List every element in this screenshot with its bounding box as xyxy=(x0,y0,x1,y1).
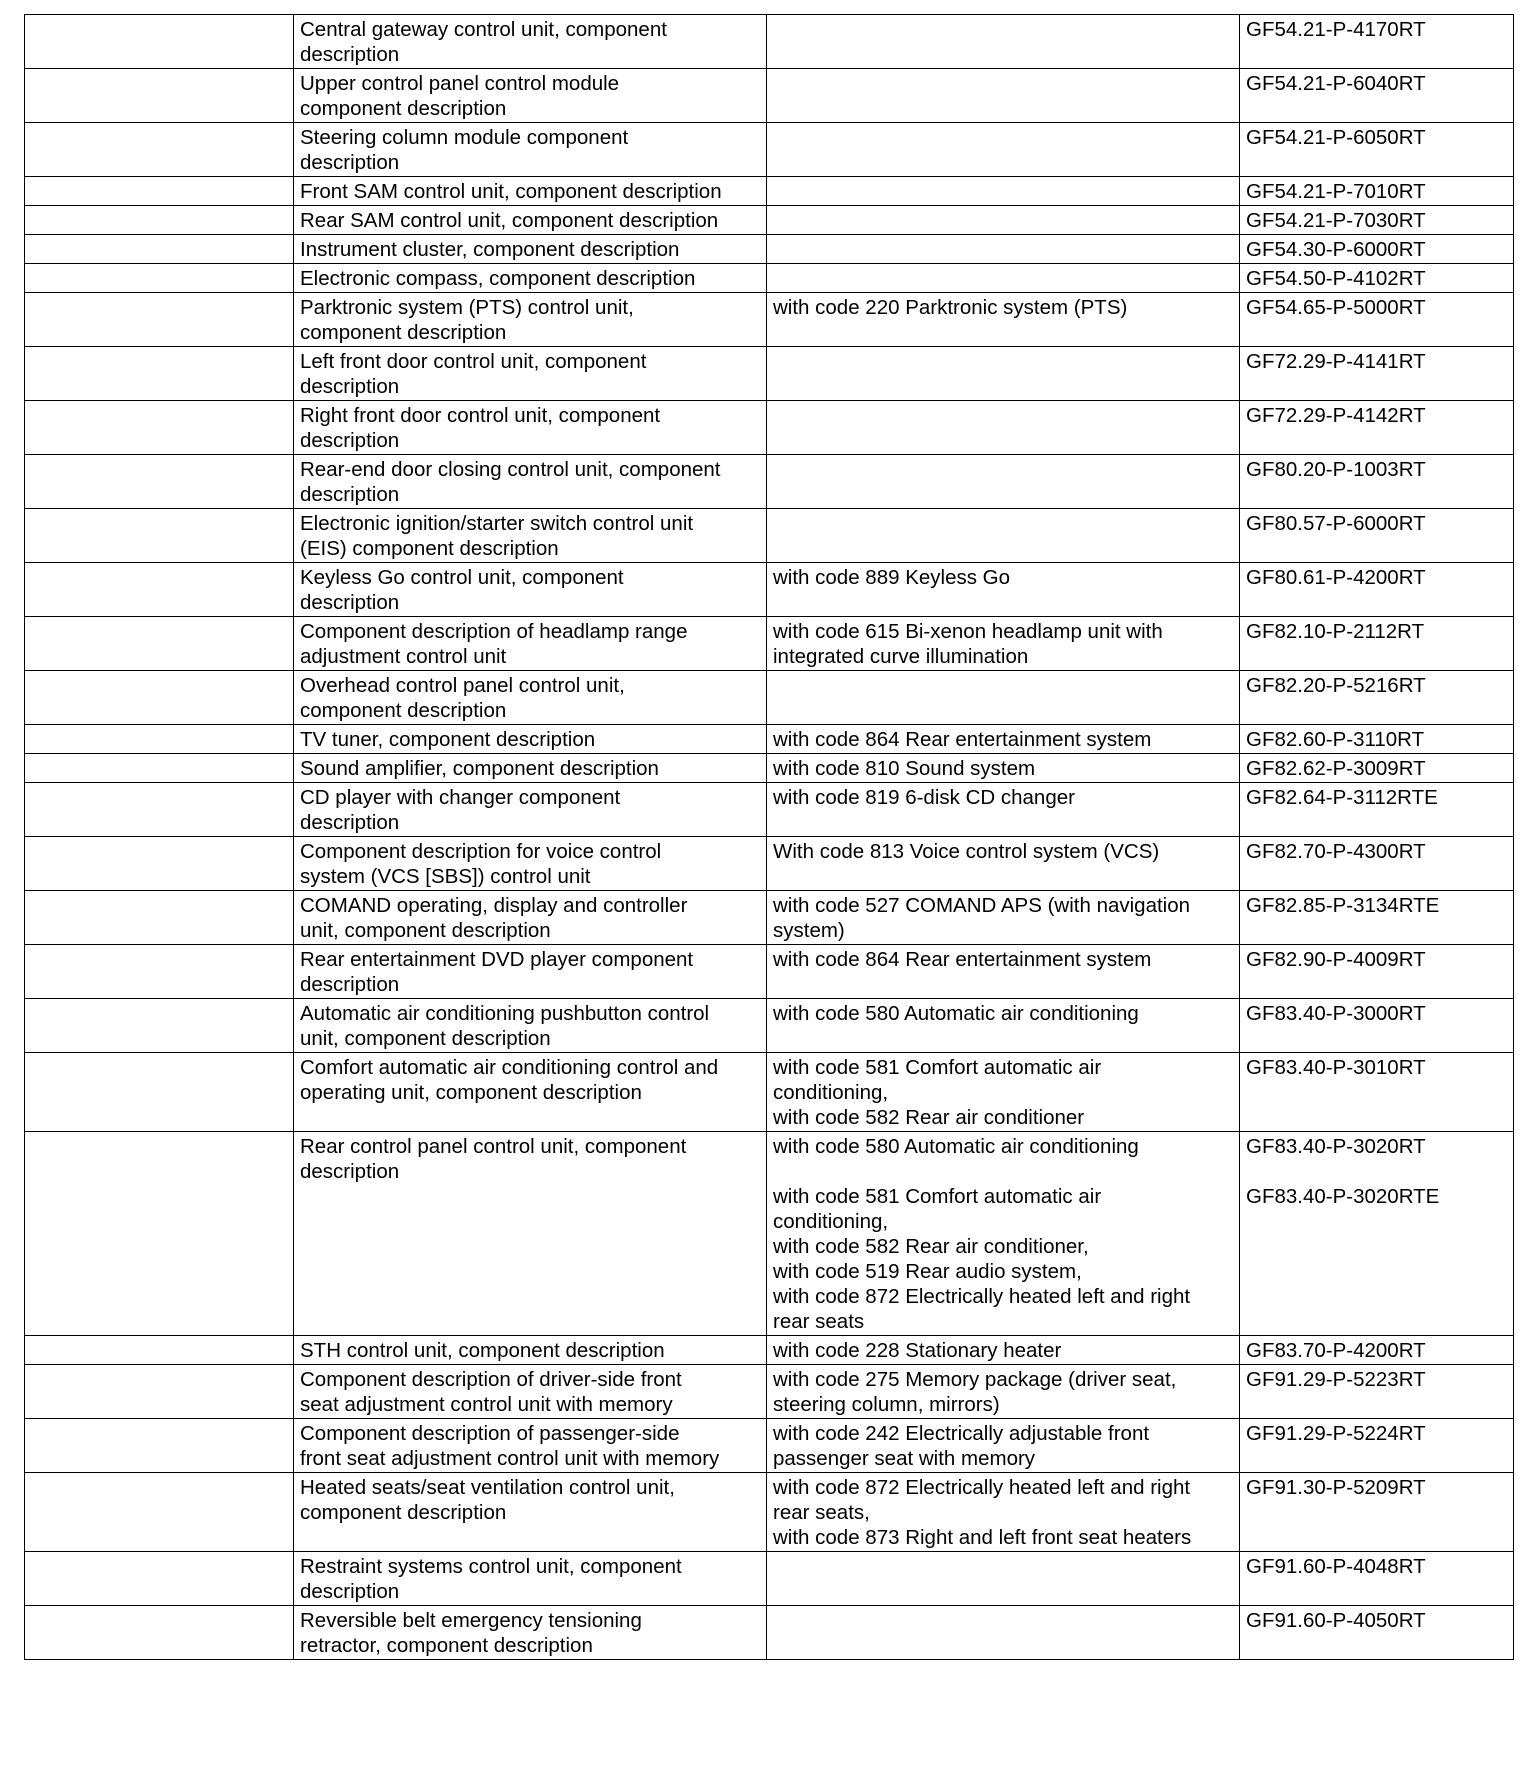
component-description-cell: Automatic air conditioning pushbutton control unit, component description xyxy=(294,999,767,1053)
condition-cell xyxy=(767,455,1240,509)
condition-cell: with code 889 Keyless Go xyxy=(767,563,1240,617)
table-row xyxy=(25,401,1514,455)
condition-cell: with code 580 Automatic air conditioning with code 581 Comfort automatic air conditioning, with code 582 Rear air conditioner, with code 519 Rear audio system, with code 872 Electrically heated left and right rear seats xyxy=(767,1132,1240,1336)
component-description-cell: Component description of headlamp range adjustment control unit xyxy=(294,617,767,671)
table-body xyxy=(25,15,1514,1660)
blank-cell xyxy=(25,783,294,837)
blank-cell xyxy=(25,1336,294,1365)
component-description-cell: Reversible belt emergency tensioning retractor, component description xyxy=(294,1606,767,1660)
blank-cell xyxy=(25,671,294,725)
table-row xyxy=(25,1606,1514,1660)
component-description-cell: Electronic compass, component description xyxy=(294,264,767,293)
condition-cell xyxy=(767,671,1240,725)
component-description-cell: Rear control panel control unit, component description xyxy=(294,1132,767,1336)
blank-cell xyxy=(25,509,294,563)
document-reference-cell: GF82.20-P-5216RT xyxy=(1240,671,1514,725)
document-reference-cell: GF83.40-P-3000RT xyxy=(1240,999,1514,1053)
condition-cell xyxy=(767,1606,1240,1660)
condition-cell: with code 581 Comfort automatic air conditioning, with code 582 Rear air conditioner xyxy=(767,1053,1240,1132)
document-reference-cell: GF83.40-P-3020RT GF83.40-P-3020RTE xyxy=(1240,1132,1514,1336)
table-row xyxy=(25,563,1514,617)
table-row xyxy=(25,1336,1514,1365)
blank-cell xyxy=(25,1132,294,1336)
condition-cell: with code 228 Stationary heater xyxy=(767,1336,1240,1365)
component-description-cell: Right front door control unit, component description xyxy=(294,401,767,455)
document-reference-cell: GF82.64-P-3112RTE xyxy=(1240,783,1514,837)
component-description-cell: Heated seats/seat ventilation control unit, component description xyxy=(294,1473,767,1552)
blank-cell xyxy=(25,945,294,999)
document-reference-cell: GF82.70-P-4300RT xyxy=(1240,837,1514,891)
blank-cell xyxy=(25,15,294,69)
table-row xyxy=(25,347,1514,401)
document-reference-cell: GF83.40-P-3010RT xyxy=(1240,1053,1514,1132)
table-row xyxy=(25,293,1514,347)
component-description-cell: Comfort automatic air conditioning control and operating unit, component description xyxy=(294,1053,767,1132)
condition-cell xyxy=(767,509,1240,563)
table-row xyxy=(25,945,1514,999)
document-reference-cell: GF54.21-P-4170RT xyxy=(1240,15,1514,69)
table-row xyxy=(25,1419,1514,1473)
blank-cell xyxy=(25,1053,294,1132)
component-description-cell: Component description of driver-side front seat adjustment control unit with memory xyxy=(294,1365,767,1419)
blank-cell xyxy=(25,1606,294,1660)
component-description-cell: COMAND operating, display and controller unit, component description xyxy=(294,891,767,945)
blank-cell xyxy=(25,1473,294,1552)
document-reference-cell: GF54.30-P-6000RT xyxy=(1240,235,1514,264)
condition-cell xyxy=(767,177,1240,206)
table-row xyxy=(25,837,1514,891)
component-description-cell: Upper control panel control module component description xyxy=(294,69,767,123)
table-row xyxy=(25,206,1514,235)
condition-cell xyxy=(767,123,1240,177)
component-description-cell: Instrument cluster, component description xyxy=(294,235,767,264)
condition-cell: With code 813 Voice control system (VCS) xyxy=(767,837,1240,891)
condition-cell xyxy=(767,264,1240,293)
condition-cell xyxy=(767,401,1240,455)
table-row xyxy=(25,671,1514,725)
table-row xyxy=(25,754,1514,783)
table-row xyxy=(25,1552,1514,1606)
component-description-cell: TV tuner, component description xyxy=(294,725,767,754)
blank-cell xyxy=(25,264,294,293)
document-reference-cell: GF54.21-P-6050RT xyxy=(1240,123,1514,177)
document-reference-cell: GF54.50-P-4102RT xyxy=(1240,264,1514,293)
table-row xyxy=(25,235,1514,264)
document-reference-cell: GF82.60-P-3110RT xyxy=(1240,725,1514,754)
document-reference-cell: GF54.21-P-7030RT xyxy=(1240,206,1514,235)
condition-cell: with code 810 Sound system xyxy=(767,754,1240,783)
document-reference-cell: GF82.90-P-4009RT xyxy=(1240,945,1514,999)
component-description-cell: Restraint systems control unit, component description xyxy=(294,1552,767,1606)
table-row xyxy=(25,725,1514,754)
component-description-cell: Sound amplifier, component description xyxy=(294,754,767,783)
component-description-cell: Front SAM control unit, component description xyxy=(294,177,767,206)
component-description-table xyxy=(24,14,1514,1660)
document-reference-cell: GF72.29-P-4142RT xyxy=(1240,401,1514,455)
blank-cell xyxy=(25,563,294,617)
blank-cell xyxy=(25,725,294,754)
component-description-cell: Rear SAM control unit, component description xyxy=(294,206,767,235)
component-description-cell: Rear-end door closing control unit, component description xyxy=(294,455,767,509)
component-description-cell: Overhead control panel control unit, component description xyxy=(294,671,767,725)
blank-cell xyxy=(25,999,294,1053)
blank-cell xyxy=(25,891,294,945)
component-description-cell: Component description of passenger-side front seat adjustment control unit with memory xyxy=(294,1419,767,1473)
document-reference-cell: GF91.30-P-5209RT xyxy=(1240,1473,1514,1552)
condition-cell xyxy=(767,235,1240,264)
table-row xyxy=(25,509,1514,563)
document-reference-cell: GF82.62-P-3009RT xyxy=(1240,754,1514,783)
blank-cell xyxy=(25,69,294,123)
condition-cell xyxy=(767,1552,1240,1606)
document-reference-cell: GF91.60-P-4050RT xyxy=(1240,1606,1514,1660)
blank-cell xyxy=(25,837,294,891)
table-row xyxy=(25,455,1514,509)
component-description-cell: Electronic ignition/starter switch control unit (EIS) component description xyxy=(294,509,767,563)
condition-cell: with code 580 Automatic air conditioning xyxy=(767,999,1240,1053)
blank-cell xyxy=(25,401,294,455)
component-description-cell: Keyless Go control unit, component description xyxy=(294,563,767,617)
table-row xyxy=(25,123,1514,177)
blank-cell xyxy=(25,1419,294,1473)
table-row xyxy=(25,15,1514,69)
document-reference-cell: GF83.70-P-4200RT xyxy=(1240,1336,1514,1365)
table-row xyxy=(25,1473,1514,1552)
table-row xyxy=(25,264,1514,293)
document-reference-cell: GF80.61-P-4200RT xyxy=(1240,563,1514,617)
component-description-cell: Rear entertainment DVD player component description xyxy=(294,945,767,999)
document-reference-cell: GF91.29-P-5223RT xyxy=(1240,1365,1514,1419)
condition-cell: with code 872 Electrically heated left and right rear seats, with code 873 Right and left front seat heaters xyxy=(767,1473,1240,1552)
document-reference-cell: GF54.21-P-6040RT xyxy=(1240,69,1514,123)
condition-cell xyxy=(767,69,1240,123)
blank-cell xyxy=(25,123,294,177)
condition-cell xyxy=(767,347,1240,401)
blank-cell xyxy=(25,235,294,264)
component-description-cell: Steering column module component description xyxy=(294,123,767,177)
blank-cell xyxy=(25,754,294,783)
condition-cell xyxy=(767,15,1240,69)
document-reference-cell: GF72.29-P-4141RT xyxy=(1240,347,1514,401)
table-row xyxy=(25,1053,1514,1132)
condition-cell: with code 220 Parktronic system (PTS) xyxy=(767,293,1240,347)
blank-cell xyxy=(25,293,294,347)
component-description-cell: CD player with changer component description xyxy=(294,783,767,837)
component-description-cell: Component description for voice control system (VCS [SBS]) control unit xyxy=(294,837,767,891)
document-reference-cell: GF91.60-P-4048RT xyxy=(1240,1552,1514,1606)
component-description-cell: Parktronic system (PTS) control unit, component description xyxy=(294,293,767,347)
document-reference-cell: GF54.65-P-5000RT xyxy=(1240,293,1514,347)
blank-cell xyxy=(25,206,294,235)
table-row xyxy=(25,617,1514,671)
table-row xyxy=(25,999,1514,1053)
table-row xyxy=(25,1365,1514,1419)
component-description-cell: STH control unit, component description xyxy=(294,1336,767,1365)
table-row xyxy=(25,1132,1514,1336)
table-row xyxy=(25,891,1514,945)
condition-cell: with code 527 COMAND APS (with navigation system) xyxy=(767,891,1240,945)
condition-cell: with code 864 Rear entertainment system xyxy=(767,945,1240,999)
condition-cell xyxy=(767,206,1240,235)
blank-cell xyxy=(25,455,294,509)
condition-cell: with code 242 Electrically adjustable front passenger seat with memory xyxy=(767,1419,1240,1473)
condition-cell: with code 864 Rear entertainment system xyxy=(767,725,1240,754)
table-row xyxy=(25,69,1514,123)
document-reference-cell: GF80.57-P-6000RT xyxy=(1240,509,1514,563)
document-reference-cell: GF82.10-P-2112RT xyxy=(1240,617,1514,671)
blank-cell xyxy=(25,1365,294,1419)
condition-cell: with code 819 6-disk CD changer xyxy=(767,783,1240,837)
blank-cell xyxy=(25,1552,294,1606)
blank-cell xyxy=(25,347,294,401)
document-reference-cell: GF91.29-P-5224RT xyxy=(1240,1419,1514,1473)
blank-cell xyxy=(25,177,294,206)
condition-cell: with code 275 Memory package (driver seat, steering column, mirrors) xyxy=(767,1365,1240,1419)
document-reference-cell: GF82.85-P-3134RTE xyxy=(1240,891,1514,945)
table-row xyxy=(25,783,1514,837)
blank-cell xyxy=(25,617,294,671)
document-reference-cell: GF54.21-P-7010RT xyxy=(1240,177,1514,206)
component-description-cell: Left front door control unit, component description xyxy=(294,347,767,401)
table-row xyxy=(25,177,1514,206)
component-description-cell: Central gateway control unit, component description xyxy=(294,15,767,69)
condition-cell: with code 615 Bi-xenon headlamp unit with integrated curve illumination xyxy=(767,617,1240,671)
document-reference-cell: GF80.20-P-1003RT xyxy=(1240,455,1514,509)
